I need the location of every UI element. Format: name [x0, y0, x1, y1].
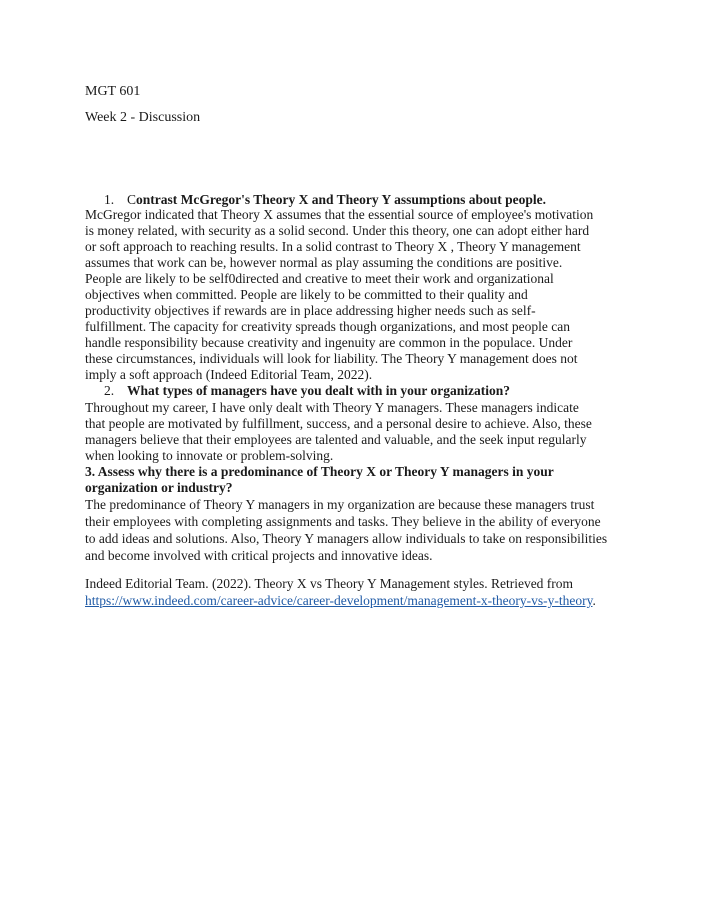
q1-answer-line: objectives when committed. People are likely to be committed to their quality and — [85, 287, 528, 302]
q1-answer-line: assumes that work can be, however normal as play assuming the conditions are positive. — [85, 255, 563, 270]
assignment-title: Week 2 - Discussion — [85, 110, 201, 125]
q1-answer-line: imply a soft approach (Indeed Editorial Team, 2022). — [85, 367, 373, 382]
q1-heading-text: ontrast McGregor's Theory X and Theory Y assumptions about people. — [136, 192, 547, 207]
q3-answer-line: to add ideas and solutions. Also, Theory Y managers allow individuals to take on responsibilities — [85, 531, 608, 546]
q2-number: 2. — [104, 383, 115, 398]
q1-answer-line: fulfillment. The capacity for creativity spreads though organizations, and most people can — [85, 319, 570, 334]
q1-answer-line: McGregor indicated that Theory X assumes that the essential source of employee's motivation — [85, 207, 594, 222]
q3-answer-line: The predominance of Theory Y managers in my organization are because these managers trust — [85, 497, 595, 512]
q1-answer-line: or soft approach to reaching results. In a solid contrast to Theory X , Theory Y management — [85, 239, 581, 254]
q2-answer-line: Throughout my career, I have only dealt with Theory Y managers. These managers indicate — [85, 400, 579, 415]
q3-heading-line: 3. Assess why there is a predominance of Theory X or Theory Y managers in your — [85, 464, 554, 479]
q1-answer-line: productivity objectives if rewards are in place addressing higher needs such as self- — [85, 303, 536, 318]
q1-answer-line: People are likely to be self0directed and creative to meet their work and organizational — [85, 271, 554, 286]
q1-answer-line: is money related, with security as a solid second. Under this theory, one can adopt either hard — [85, 223, 590, 238]
q2-answer-line: when looking to innovate or problem-solving. — [85, 448, 334, 463]
q3-heading-line: organization or industry? — [85, 480, 233, 495]
q1-heading-first-letter: C — [127, 192, 137, 207]
q2-heading: What types of managers have you dealt with in your organization? — [127, 383, 511, 398]
q1-heading — [127, 192, 546, 208]
q2-answer-line: that people are motivated by fulfillment, success, and a personal desire to achieve. Also, these — [85, 416, 592, 431]
reference-trailing-period: . — [592, 593, 596, 608]
q3-answer-line: and become involved with critical projects and innovative ideas. — [85, 548, 433, 563]
reference-url-line — [85, 592, 596, 609]
q3-answer-line: their employees with completing assignments and tasks. They believe in the ability of everyone — [85, 514, 601, 529]
q2-answer-line: managers believe that their employees are talented and valuable, and the seek input regularly — [85, 432, 587, 447]
q1-answer-line: these circumstances, individuals will look for liability. The Theory Y management does not — [85, 351, 578, 366]
q1-answer-line: handle responsibility because creativity and ingenuity are common in the populace. Under — [85, 335, 573, 350]
q1-number: 1. — [104, 192, 115, 207]
reference-citation: Indeed Editorial Team. (2022). Theory X vs Theory Y Management styles. Retrieved from — [85, 576, 574, 591]
reference-link[interactable]: https://www.indeed.com/career-advice/career-development/management-x-theory-vs-y-theory — [85, 593, 593, 608]
course-code: MGT 601 — [85, 84, 141, 99]
